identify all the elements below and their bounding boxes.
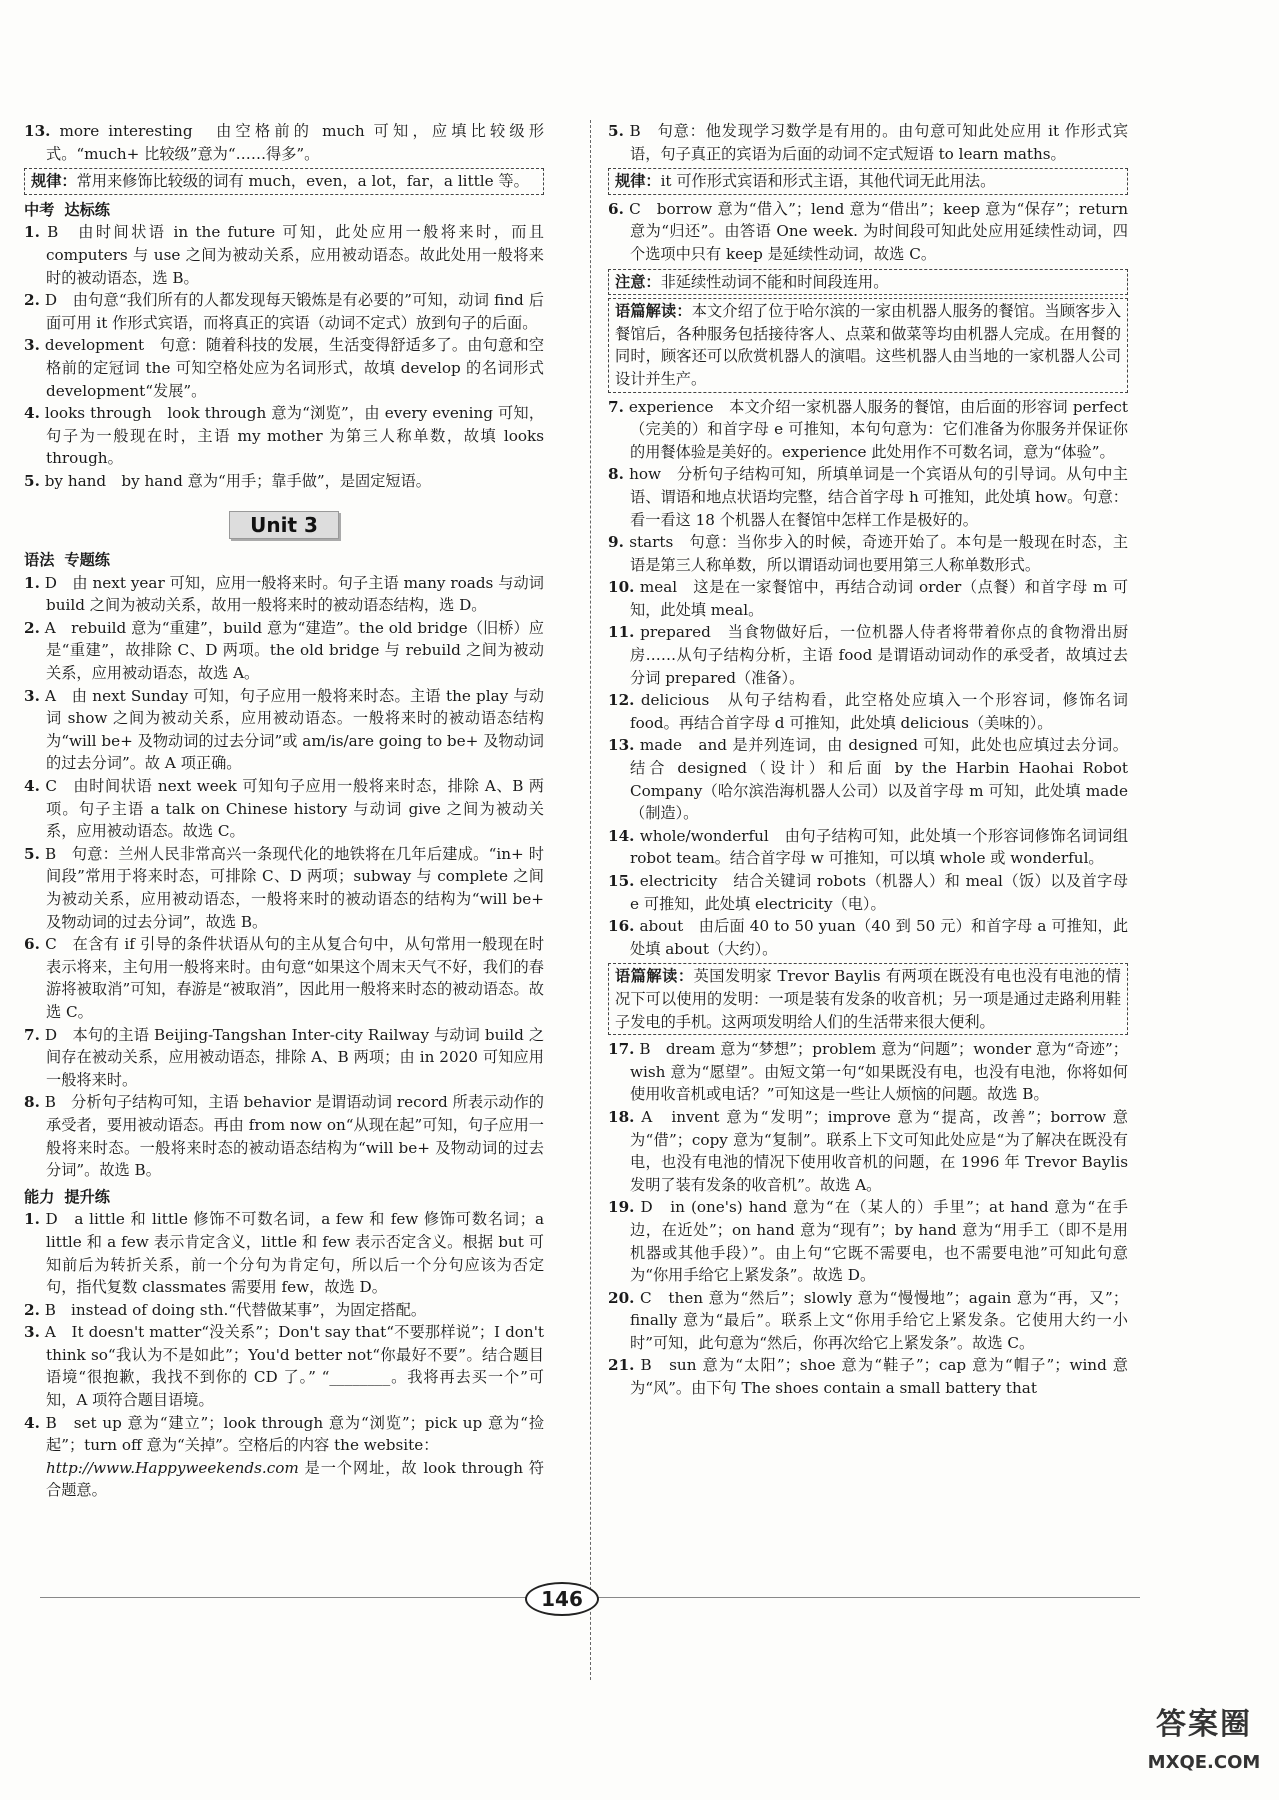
- answer-item: [24, 617, 544, 685]
- right-items-a: [608, 120, 1128, 165]
- answer-number: 8.: [24, 1093, 40, 1112]
- passage-text: 英国发明家 Trevor Baylis 有两项在既没有电也没有电池的情况下可以使用的发明：一项是装有发条的收音机；另一项是通过走路利用鞋子发电的手机。这两项发明给人们的生活带来很大便利。: [615, 967, 1121, 1031]
- rule-label: 规律：: [615, 172, 661, 191]
- answer-text: looks through look through 意为“浏览”，由 every evening 可知，句子为一般现在时，主语 my mother 为第三人称单数，故填 looks through。: [44, 404, 545, 468]
- answer-item: [24, 1299, 544, 1322]
- answer-text: more interesting 由空格前的 much 可知，应填比较级形式。“much+ 比较级”意为“……得多”。: [46, 122, 545, 163]
- rule-label: 规律：: [31, 172, 77, 191]
- answer-text: B sun 意为“太阳”；shoe 意为“鞋子”；cap 意为“帽子”；wind 意为“风”。由下句 The shoes contain a small battery that: [630, 1356, 1128, 1398]
- answer-text: D 由 next year 可知，应用一般将来时。句子主语 many roads 与动词 build 之间为被动关系，故用一般将来时的被动语态结构，选 D。: [44, 573, 544, 615]
- answer-text: B 句意：他发现学习数学是有用的。由句意可知此处应用 it 作形式宾语，句子真正的宾语为后面的动词不定式短语 to learn maths。: [629, 122, 1129, 163]
- answer-item: [24, 685, 544, 775]
- answer-item: [608, 1196, 1128, 1286]
- answer-number: 9.: [608, 533, 624, 552]
- answer-number: 6.: [608, 199, 624, 218]
- answer-item: [24, 843, 544, 933]
- passage-label: 语篇解读：: [615, 302, 692, 321]
- answer-text: experience 本文介绍一家机器人服务的餐馆，由后面的形容词 perfect（完美的）和首字母 e 可推知，本句句意为：它们准备为你服务并保证你的用餐体验是美好的。experience 此处用作不可数名词，意为“体验”。: [628, 397, 1129, 461]
- answer-item: [24, 1208, 544, 1298]
- section-title: 提升练: [64, 1187, 110, 1206]
- passage-box-1: [608, 298, 1128, 392]
- answer-number: 1.: [24, 223, 40, 242]
- section-tag: 能力: [24, 1187, 55, 1206]
- answer-item: [24, 120, 544, 165]
- answer-item: [24, 402, 544, 470]
- column-divider: [590, 120, 591, 1680]
- answer-text: C then 意为“然后”；slowly 意为“慢慢地”；again 意为“再，又”；finally 意为“最后”。联系上文“你用手给它上紧发条。它使用大约一小时”可知，此句意为“然后，你再次给它上紧发条”。故选 C。: [630, 1288, 1129, 1352]
- url-line: [24, 1457, 544, 1502]
- answer-text: starts 句意：当你步入的时候，奇迹开始了。本句是一般现在时态，主语是第三人称单数，所以谓语动词也要用第三人称单数形式。: [629, 533, 1129, 574]
- answer-text: A invent 意为“发明”；improve 意为“提高，改善”；borrow 意为“借”；copy 意为“复制”。联系上下文可知此处应是“为了解决在既没有电，也没有电池的情况下使用收音机的问题，在 1996 年 Trevor Baylis 发明了装有发条的收音机”。故选 A。: [630, 1107, 1128, 1194]
- section-tag: 语法: [24, 551, 55, 570]
- answer-number: 13.: [24, 122, 51, 140]
- answer-item: [608, 870, 1128, 915]
- rule-text: 常用来修饰比较级的词有 much，even，a lot，far，a little 等。: [76, 172, 529, 191]
- answer-text: about 由后面 40 to 50 yuan（40 到 50 元）和首字母 a 可推知，此处填 about（大约）。: [630, 917, 1129, 958]
- answer-number: 7.: [24, 1025, 40, 1044]
- answer-text: how 分析句子结构可知，所填单词是一个宾语从句的引导词。从句中主语、谓语和地点状语均完整，结合首字母 h 可推知，此处填 how。句意：看一看这 18 个机器人在餐馆中怎样工作是极好的。: [629, 465, 1128, 529]
- answer-item: [24, 572, 544, 617]
- answer-item: [608, 915, 1128, 960]
- page-number: 146: [525, 1582, 599, 1616]
- url-tail: 是一个网址，故 look through 符合题意。: [46, 1458, 544, 1500]
- answer-page: [24, 120, 1144, 1680]
- answer-number: 1.: [24, 1210, 40, 1229]
- answer-text: D 本句的主语 Beijing-Tangshan Inter-city Railway 与动词 build 之间存在被动关系，应用被动语态，排除 A、B 两项；由 in 2020 可知应用一般将来时。: [44, 1025, 545, 1089]
- answer-number: 12.: [608, 691, 635, 710]
- answer-text: D a little 和 little 修饰不可数名词，a few 和 few 修饰可数名词；a little 和 a few 表示肯定含义，little 和 few 表示否定含义。根据 but 可知前后为转折关系，前一个分句为肯定句，所以后一个分句应该为否定句，指代复数 classmates 需要用 few，故选 D。: [45, 1210, 545, 1297]
- answer-number: 3.: [24, 686, 40, 705]
- answer-item: [608, 825, 1128, 870]
- answer-number: 14.: [608, 826, 635, 845]
- answer-item: [608, 576, 1128, 621]
- right-column: [608, 120, 1128, 1400]
- answer-text: made and 是并列连词，由 designed 可知，此处也应填过去分词。结合 designed（设计）和后面 by the Harbin Haohai Robot Company（哈尔滨浩海机器人公司）以及首字母 m 可知，此处填 made（制造）。: [630, 736, 1128, 823]
- answer-item: [608, 120, 1128, 165]
- passage-text: 本文介绍了位于哈尔滨的一家由机器人服务的餐馆。当顾客步入餐馆后，各种服务包括接待客人、点菜和做菜等均由机器人完成。在用餐的同时，顾客还可以欣赏机器人的演唱。这些机器人由当地的一家机器人公司设计并生产。: [615, 302, 1122, 388]
- answer-item: [608, 531, 1128, 576]
- answer-number: 15.: [608, 872, 635, 890]
- answer-text: by hand by hand 意为“用手；靠手做”，是固定短语。: [44, 471, 431, 490]
- answer-item: [608, 1287, 1128, 1355]
- answer-item: [24, 1321, 544, 1411]
- answer-number: 4.: [24, 1413, 40, 1432]
- section-tag: 中考: [24, 200, 55, 219]
- passage-label: 语篇解读：: [615, 967, 694, 986]
- note-label: 注意：: [615, 272, 661, 291]
- right-items-c: [608, 396, 1128, 961]
- answer-text: B dream 意为“梦想”；problem 意为“问题”；wonder 意为“奇迹”；wish 意为“愿望”。由短文第一句“如果既没有电，也没有电池，你将如何使用收音机或电话？”可知这是一些让人烦恼的问题。故选 B。: [630, 1040, 1128, 1104]
- answer-item: [608, 198, 1128, 266]
- answer-item: [24, 933, 544, 1023]
- rule-box-2: [608, 168, 1128, 195]
- answer-text: B set up 意为“建立”；look through 意为“浏览”；pick up 意为“捡起”；turn off 意为“关掉”。空格后的内容 the website：: [45, 1413, 545, 1455]
- answer-item: [24, 289, 544, 334]
- answer-text: development 句意：随着科技的发展，生活变得舒适多了。由句意和空格前的定冠词 the 可知空格处应为名词形式，故填 develop 的名词形式 development“发展”。: [44, 336, 545, 400]
- note-box: [608, 269, 1128, 296]
- left-items-sec1: [24, 221, 544, 492]
- section-title: 达标练: [64, 200, 110, 219]
- watermark-cn: 答案圈: [1156, 1707, 1252, 1742]
- answer-number: 13.: [608, 736, 635, 755]
- answer-item: [24, 221, 544, 289]
- answer-text: B 由时间状语 in the future 可知，此处应用一般将来时，而且 computers 与 use 之间为被动关系，应用被动语态。故此处用一般将来时的被动语态，选 B。: [46, 223, 544, 287]
- left-items-sec2: [24, 572, 544, 1182]
- rule-box-1: [24, 168, 544, 195]
- unit-banner: Unit 3: [229, 511, 339, 540]
- section-heading-zhongkao: [24, 199, 544, 222]
- answer-number: 1.: [24, 573, 40, 592]
- answer-item: [608, 689, 1128, 734]
- answer-item: [24, 775, 544, 843]
- answer-item: [24, 470, 544, 493]
- website-url: http://www.Happyweekends.com: [46, 1458, 299, 1477]
- answer-item: [24, 1412, 544, 1457]
- answer-number: 5.: [608, 122, 624, 140]
- answer-number: 5.: [24, 844, 40, 863]
- answer-number: 8.: [608, 465, 624, 484]
- answer-text: C borrow 意为“借入”；lend 意为“借出”；keep 意为“保存”；return 意为“归还”。由答语 One week. 为时间段可知此处应用延续性动词，四个选项中只有 keep 是延续性动词，故选 C。: [629, 199, 1128, 263]
- unit-banner-wrap: [24, 511, 544, 540]
- watermark-en: MXQE.COM: [1147, 1752, 1261, 1773]
- answer-number: 3.: [24, 1323, 40, 1342]
- answer-number: 2.: [24, 618, 40, 637]
- answer-number: 4.: [24, 777, 40, 796]
- answer-text: whole/wonderful 由句子结构可知，此处填一个形容词修饰名词词组 robot team。结合首字母 w 可推知，可以填 whole 或 wonderful。: [630, 826, 1129, 868]
- passage-box-2: [608, 963, 1128, 1035]
- answer-item: [24, 1024, 544, 1092]
- right-items-b: [608, 198, 1128, 266]
- answer-number: 4.: [24, 404, 40, 423]
- answer-text: meal 这是在一家餐馆中，再结合动词 order（点餐）和首字母 m 可知，此处填 meal。: [630, 578, 1129, 619]
- note-text: 非延续性动词不能和时间段连用。: [660, 272, 889, 291]
- answer-item: [608, 1106, 1128, 1196]
- rule-text: it 可作形式宾语和形式主语，其他代词无此用法。: [660, 172, 996, 191]
- left-items-sec3: [24, 1208, 544, 1457]
- left-column: [24, 120, 544, 1502]
- answer-item: [608, 396, 1128, 464]
- answer-number: 2.: [24, 291, 40, 310]
- answer-number: 6.: [24, 935, 40, 954]
- left-items-top: [24, 120, 544, 165]
- answer-text: A It doesn't matter“没关系”；Don't say that“不要那样说”；I don't think so“我认为不是如此”；You'd better not“你最好不要”。结合题目语境“很抱歉，我找不到你的 CD 了。” “________。我将再去买一个”可知，A 项符合题目语境。: [44, 1323, 544, 1410]
- answer-number: 2.: [24, 1300, 40, 1319]
- answer-text: delicious 从句子结构看，此空格处应填入一个形容词，修饰名词 food。再结合首字母 d 可推知，此处填 delicious（美味的）。: [630, 691, 1128, 732]
- answer-number: 16.: [608, 917, 635, 936]
- section-heading-grammar: [24, 549, 544, 572]
- answer-text: B 分析句子结构可知，主语 behavior 是谓语动词 record 所表示动作的承受者，要用被动语态。再由 from now on“从现在起”可知，句子应用一般将来时态。一般将来时态的被动语态结构为“will be+ 及物动词的过去分词”。故选 B。: [44, 1093, 544, 1180]
- answer-text: B 句意：兰州人民非常高兴一条现代化的地铁将在几年后建成。“in+ 时间段”常用于将来时态，可排除 C、D 两项；subway 与 complete 之间为被动关系，应用被动语态，一般将来时的被动语态的结构为“will be+ 及物动词的过去分词”，故选 B。: [44, 844, 544, 931]
- answer-number: 20.: [608, 1288, 635, 1307]
- answer-text: C 由时间状语 next week 可知句子应用一般将来时态，排除 A、B 两项。句子主语 a talk on Chinese history 与动词 give 之间为被动关系，应用被动语态。故选 C。: [45, 777, 544, 841]
- answer-item: [608, 1038, 1128, 1106]
- answer-number: 21.: [608, 1356, 635, 1375]
- answer-number: 3.: [24, 336, 40, 355]
- answer-text: D in (one's) hand 意为“在（某人的）手里”；at hand 意为“在手边，在近处”；on hand 意为“现有”；by hand 意为“用手工（即不是用机器或其他手段）”。由上句“它既不需要电，也不需要电池”可知此句意为“你用手给它上紧发条”。故选 D。: [630, 1198, 1128, 1285]
- answer-item: [24, 1091, 544, 1181]
- answer-item: [608, 1354, 1128, 1399]
- section-heading-ability: [24, 1186, 544, 1209]
- answer-text: prepared 当食物做好后，一位机器人侍者将带着你点的食物滑出厨房……从句子结构分析，主语 food 是谓语动词动作的承受者，故填过去分词 prepared（准备）。: [630, 623, 1129, 687]
- answer-item: [24, 334, 544, 402]
- answer-number: 10.: [608, 578, 635, 597]
- watermark-logo: [1129, 1700, 1279, 1800]
- answer-text: A rebuild 意为“重建”，build 意为“建造”。the old bridge（旧桥）应是“重建”，故排除 C、D 两项。the old bridge 与 rebuild 之间为被动关系，应用被动语态，故选 A。: [44, 618, 544, 683]
- answer-item: [608, 734, 1128, 824]
- answer-text: A 由 next Sunday 可知，句子应用一般将来时态。主语 the play 与动词 show 之间为被动关系，应用被动语态。一般将来时的被动语态结构为“will be+ 及物动词的过去分词”或 am/is/are going to be+ 及物动词的过去分词”。故 A 项正确。: [44, 686, 544, 773]
- right-items-d: [608, 1038, 1128, 1400]
- answer-number: 18.: [608, 1107, 635, 1126]
- answer-text: D 由句意“我们所有的人都发现每天锻炼是有必要的”可知，动词 find 后面可用 it 作形式宾语，而将真正的宾语（动词不定式）放到句子的后面。: [44, 291, 544, 332]
- section-title: 专题练: [64, 551, 110, 570]
- answer-item: [608, 621, 1128, 689]
- answer-text: electricity 结合关键词 robots（机器人）和 meal（饭）以及首字母 e 可推知，此处填 electricity（电）。: [630, 872, 1128, 913]
- answer-text: C 在含有 if 引导的条件状语从句的主从复合句中，从句常用一般现在时表示将来，主句用一般将来时。由句意“如果这个周末天气不好，我们的春游将被取消”可知，春游是“被取消”，因此用一般将来时态的被动语态。故选 C。: [45, 935, 545, 1021]
- answer-number: 19.: [608, 1198, 635, 1217]
- answer-number: 11.: [608, 623, 635, 642]
- answer-number: 17.: [608, 1040, 635, 1059]
- answer-text: B instead of doing sth.“代替做某事”，为固定搭配。: [44, 1300, 427, 1319]
- answer-number: 7.: [608, 397, 624, 416]
- answer-item: [608, 463, 1128, 531]
- answer-number: 5.: [24, 471, 40, 490]
